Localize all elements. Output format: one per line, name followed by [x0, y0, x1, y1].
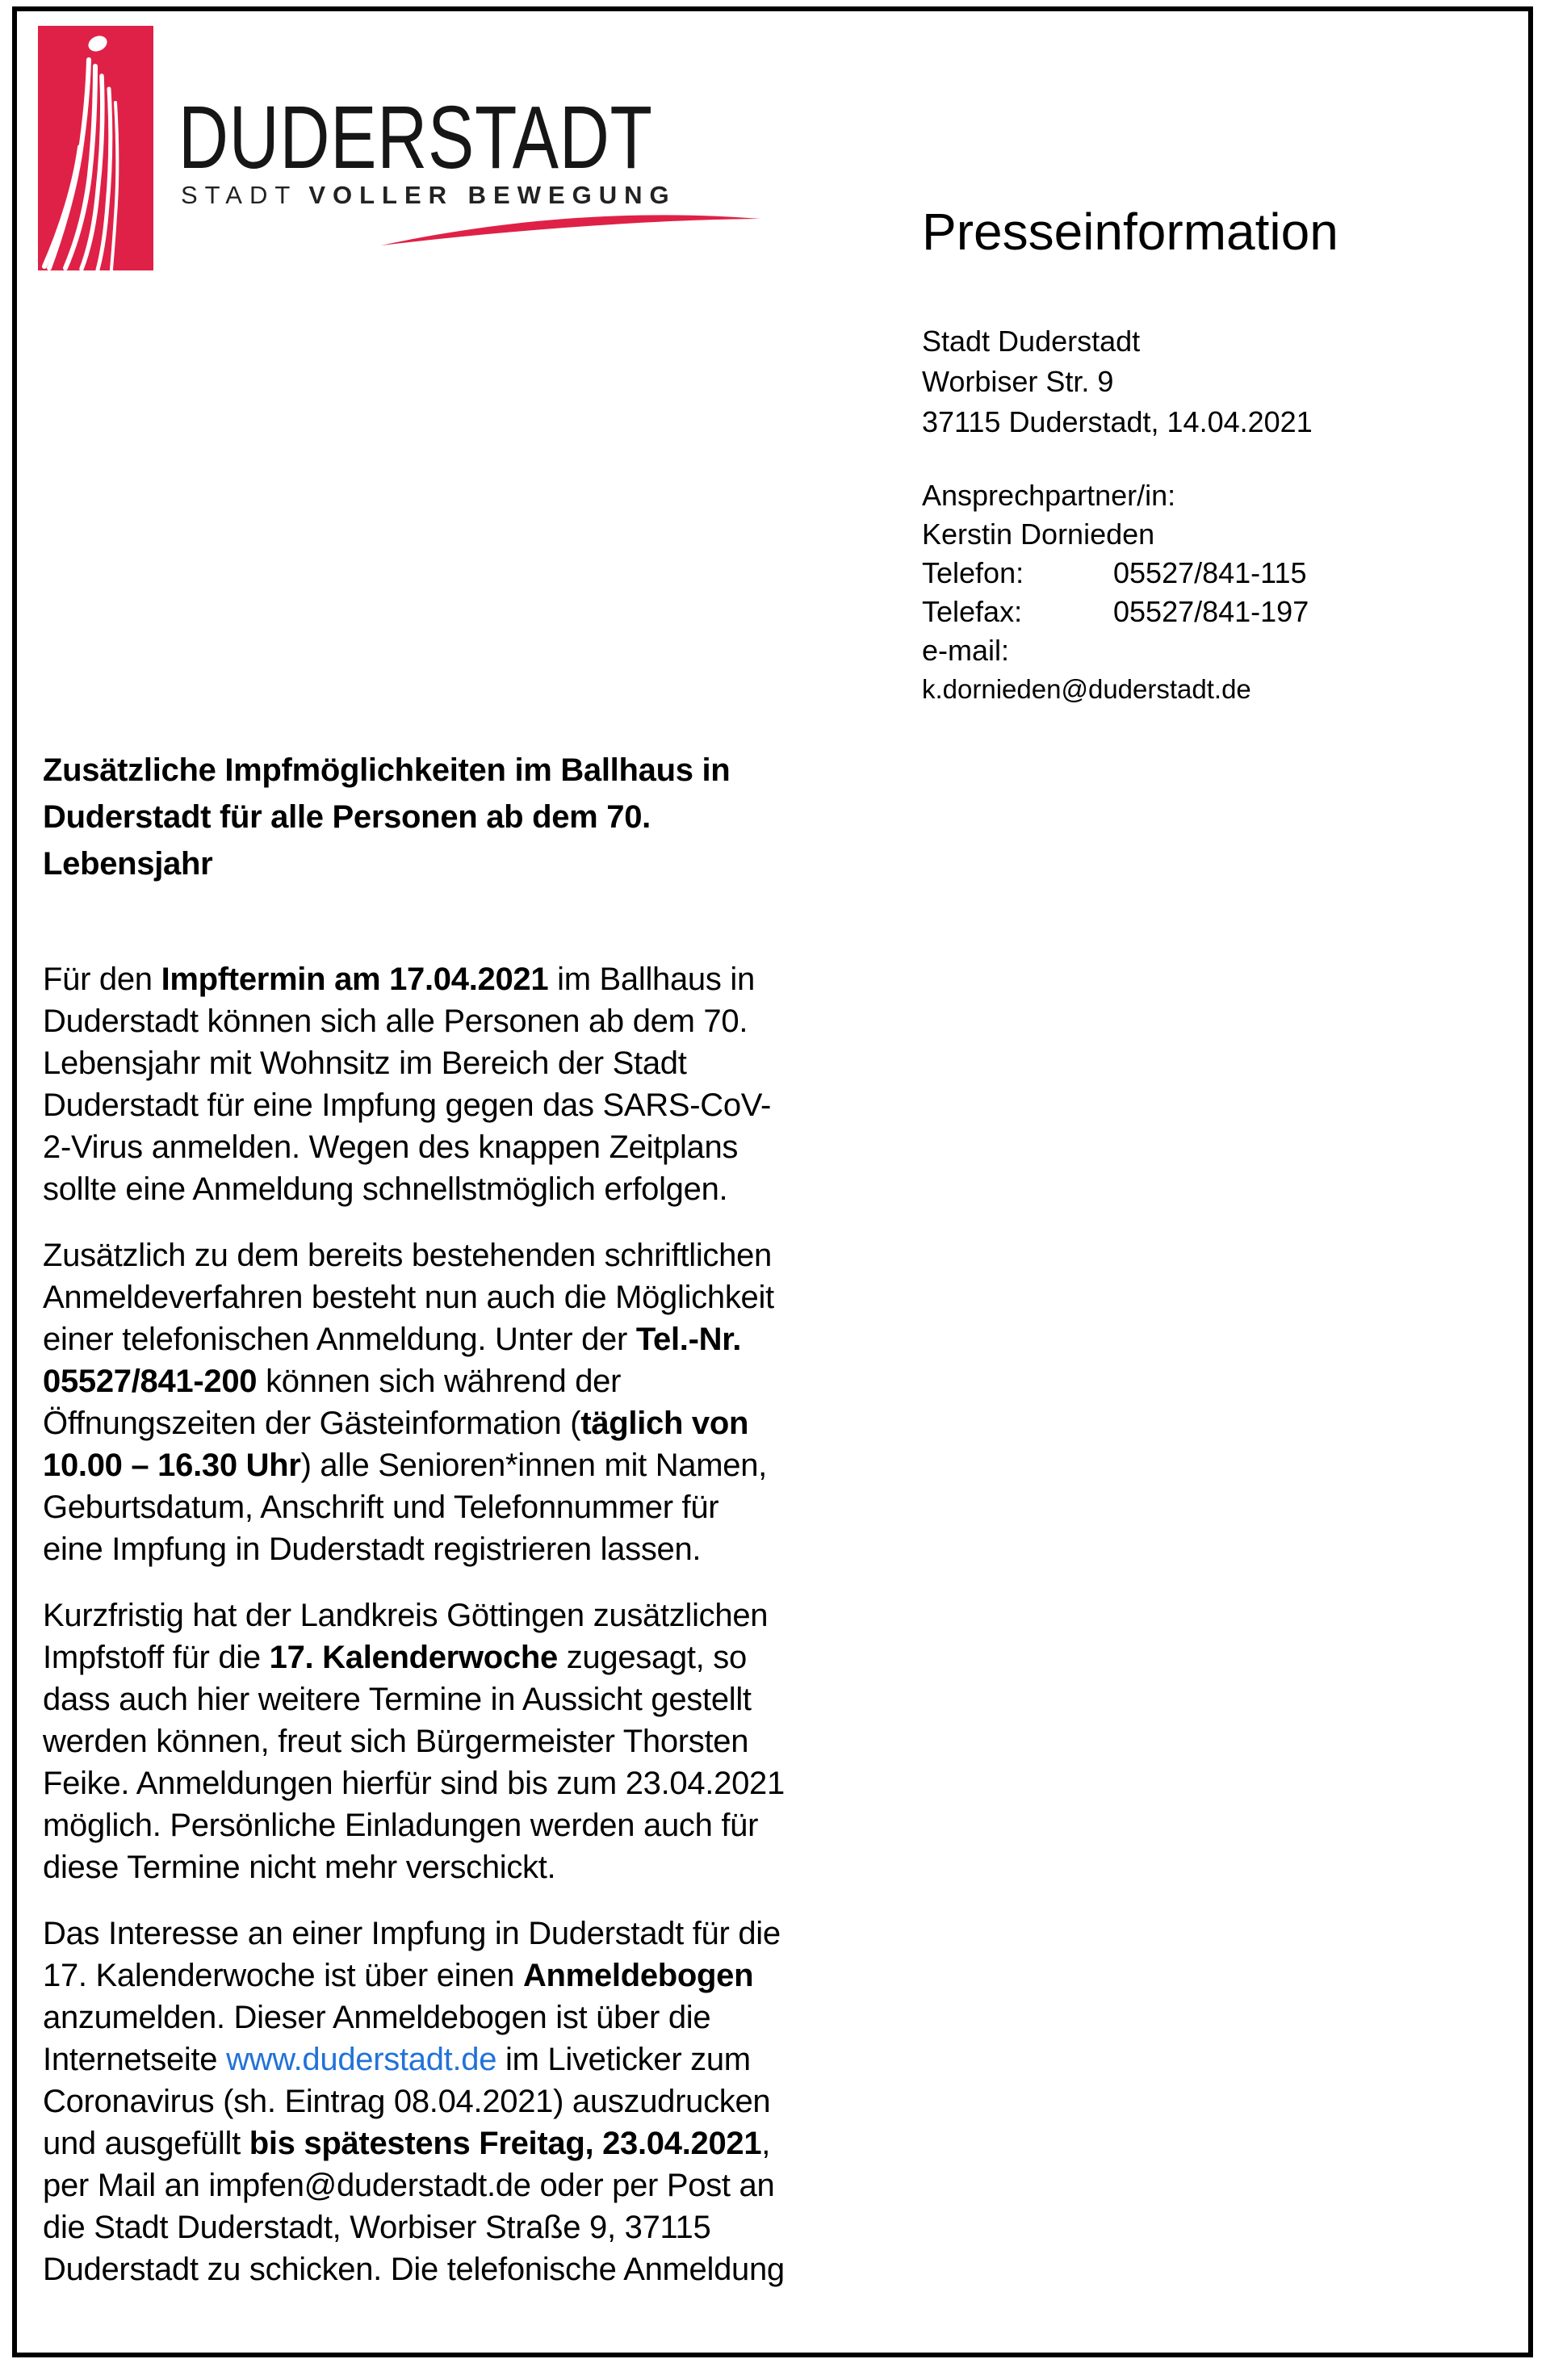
title-line: Lebensjahr [43, 846, 213, 882]
title-line: Duderstadt für alle Personen ab dem 70. [43, 799, 651, 835]
text-line [43, 1955, 947, 1997]
phone-label: Telefon: [922, 556, 1024, 589]
text-line [43, 1528, 947, 1570]
text-line [43, 1168, 947, 1210]
paragraph [43, 1594, 947, 1888]
text-segment: zugesagt, so [557, 1640, 747, 1675]
text-segment: Lebensjahr mit Wohnsitz im Bereich der Stadt [43, 1045, 687, 1081]
text-segment: Zusätzlich zu dem bereits bestehenden schriftlichen [43, 1238, 772, 1273]
contact-block [922, 476, 1503, 707]
text-segment: einer telefonischen Anmeldung. Unter der [43, 1322, 636, 1357]
logo-wordmark: DUDERSTADT [178, 88, 653, 187]
text-line [43, 1678, 947, 1720]
text-segment: 17. Kalenderwoche ist über einen [43, 1958, 523, 1993]
text-segment: dass auch hier weitere Termine in Aussicht gestellt [43, 1682, 752, 1717]
text-segment: eine Impfung in Duderstadt registrieren lassen. [43, 1531, 702, 1567]
logo-swoosh [379, 208, 765, 250]
text-line [43, 1318, 947, 1360]
logo-tagline [181, 182, 677, 207]
text-line [43, 2122, 947, 2164]
text-line [43, 1594, 947, 1636]
text-segment: Geburtsdatum, Anschrift und Telefonnummer für [43, 1490, 719, 1525]
text-segment: Duderstadt können sich alle Personen ab dem 70. [43, 1004, 748, 1039]
text-segment: diese Termine nicht mehr verschickt. [43, 1850, 556, 1885]
address-line-date: 37115 Duderstadt, 14.04.2021 [922, 405, 1313, 438]
phone-row [922, 554, 1503, 593]
text-line [43, 1804, 947, 1846]
text-line [43, 1762, 947, 1804]
text-segment: Feike. Anmeldungen hierfür sind bis zum 23.04.2021 [43, 1766, 785, 1801]
text-line [43, 1846, 947, 1888]
text-segment: 17. Kalenderwoche [269, 1640, 558, 1675]
text-segment: Coronavirus (sh. Eintrag 08.04.2021) auszudrucken [43, 2084, 771, 2119]
contact-name: Kerstin Dornieden [922, 517, 1155, 551]
title-line: Zusätzliche Impfmöglichkeiten im Ballhaus in [43, 752, 731, 788]
text-segment: Das Interesse an einer Impfung in Duderstadt für die [43, 1916, 781, 1951]
press-release-body [43, 747, 947, 2315]
text-segment: , [761, 2126, 771, 2161]
text-line [43, 1720, 947, 1762]
email-address: k.dornieden@duderstadt.de [922, 674, 1251, 704]
text-line [43, 1276, 947, 1318]
contact-heading: Ansprechpartner/in: [922, 479, 1176, 512]
text-segment: Tel.-Nr. [635, 1322, 742, 1357]
masthead [922, 203, 1503, 707]
text-line [43, 1997, 947, 2039]
text-line [43, 2164, 947, 2206]
text-segment: die Stadt Duderstadt, Worbiser Straße 9, 37115 [43, 2210, 711, 2245]
inline-link[interactable]: www.duderstadt.de [226, 2042, 497, 2077]
text-segment: 10.00 – 16.30 Uhr [43, 1448, 301, 1483]
text-segment: 2-Virus anmelden. Wegen des knappen Zeitplans [43, 1129, 739, 1165]
paragraph [43, 958, 947, 1210]
text-segment: sollte eine Anmeldung schnellstmöglich erfolgen. [43, 1171, 728, 1207]
text-line [43, 1913, 947, 1955]
text-segment: Impftermin am 17.04.2021 [161, 962, 549, 997]
text-segment: Internetseite [43, 2042, 227, 2077]
text-line [43, 2039, 947, 2080]
text-line [43, 1234, 947, 1276]
text-segment: per Mail an impfen@duderstadt.de oder per Post an [43, 2168, 775, 2203]
text-segment: anzumelden. Dieser Anmeldebogen ist über die [43, 2000, 711, 2035]
text-segment: ) alle Senioren*innen mit Namen, [300, 1448, 767, 1483]
paragraph [43, 1234, 947, 1570]
text-segment: bis spätestens Freitag, 23.04.2021 [249, 2126, 762, 2161]
document-body [43, 958, 947, 2290]
text-segment: im Ballhaus in [548, 962, 755, 997]
paragraph [43, 1913, 947, 2290]
fax-label: Telefax: [922, 595, 1023, 628]
text-line [43, 1000, 947, 1042]
text-segment: werden können, freut sich Bürgermeister Thorsten [43, 1724, 749, 1759]
text-segment: Duderstadt zu schicken. Die telefonische Anmeldung [43, 2252, 785, 2287]
tagline-light: STADT [181, 181, 298, 209]
text-segment: und ausgefüllt [43, 2126, 249, 2161]
tagline-bold: VOLLER BEWEGUNG [308, 181, 677, 209]
text-line [43, 1402, 947, 1444]
text-line [43, 1084, 947, 1126]
text-line [43, 2248, 947, 2290]
text-segment: können sich während der [257, 1364, 622, 1399]
text-segment: Kurzfristig hat der Landkreis Göttingen zusätzlichen [43, 1598, 769, 1633]
text-line [43, 1444, 947, 1486]
text-segment: 05527/841-200 [43, 1364, 258, 1399]
text-segment: Duderstadt für eine Impfung gegen das SARS-CoV- [43, 1087, 771, 1123]
text-segment: Impfstoff für die [43, 1640, 270, 1675]
document-title [43, 747, 947, 887]
text-line [43, 1360, 947, 1402]
text-segment: möglich. Persönliche Einladungen werden auch für [43, 1808, 759, 1843]
text-segment: Öffnungszeiten der Gästeinformation ( [43, 1406, 581, 1441]
text-segment: Für den [43, 962, 161, 997]
press-information-title: Presseinformation [922, 203, 1338, 261]
text-line [43, 1486, 947, 1528]
text-line [43, 958, 947, 1000]
duderstadt-tower-emblem [38, 26, 153, 270]
text-segment: Anmeldebogen [522, 1958, 754, 1993]
text-segment: täglich von [580, 1406, 749, 1441]
address-line: Stadt Duderstadt [922, 325, 1141, 358]
phone-number: 05527/841-115 [1113, 556, 1307, 589]
email-label: e-mail: [922, 634, 1010, 667]
text-line [43, 1042, 947, 1084]
sender-address [922, 321, 1503, 442]
text-line [43, 1126, 947, 1168]
fax-number: 05527/841-197 [1113, 595, 1309, 628]
text-segment: Anmeldeverfahren besteht nun auch die Möglichkeit [43, 1280, 774, 1315]
text-line [43, 2206, 947, 2248]
fax-row [922, 593, 1503, 631]
text-line [43, 1636, 947, 1678]
address-line: Worbiser Str. 9 [922, 365, 1114, 398]
text-segment: im Liveticker zum [496, 2042, 751, 2077]
text-line [43, 2080, 947, 2122]
